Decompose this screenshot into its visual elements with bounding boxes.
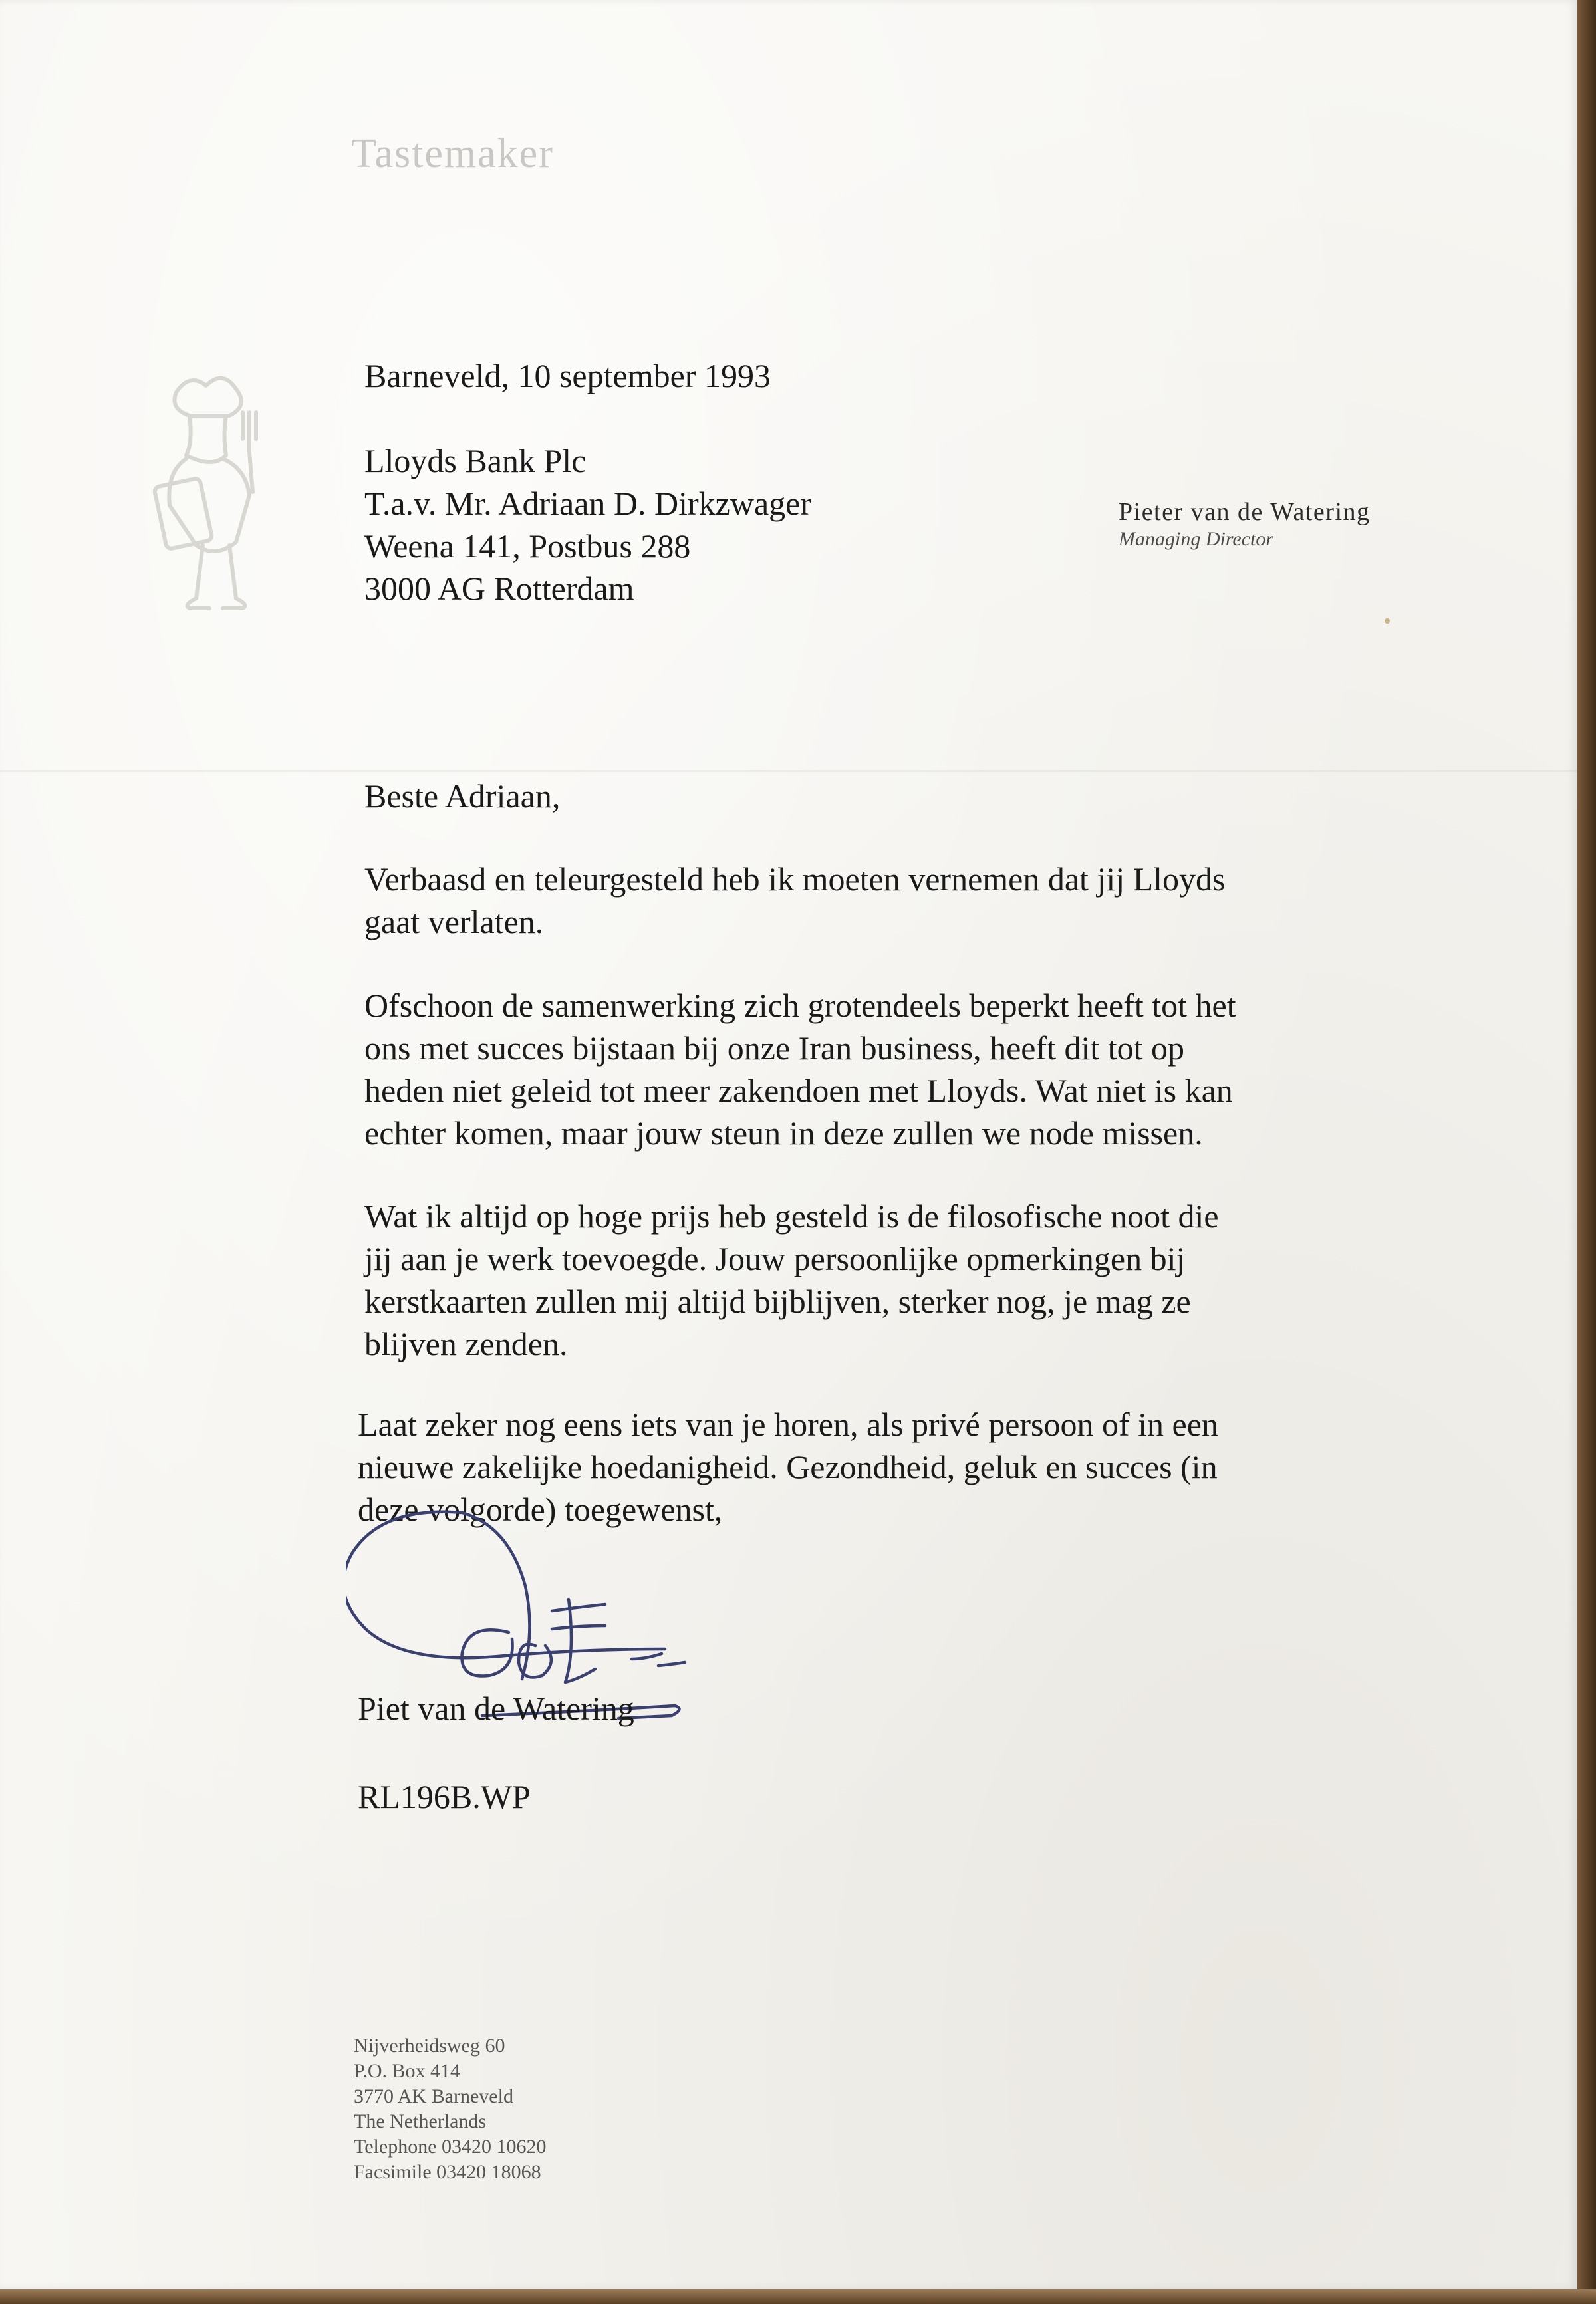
paragraph-1 — [364, 858, 1226, 943]
paragraph-line: blijven zenden. — [364, 1325, 568, 1362]
embossed-chef-icon — [150, 366, 289, 618]
paragraph-line: Laat zeker nog eens iets van je horen, als privé persoon of in een — [358, 1406, 1218, 1443]
place-date: Barneveld, 10 september 1993 — [364, 357, 771, 394]
letterhead-sender-name: Pieter van de Watering — [1119, 498, 1371, 526]
letterhead-sender-title: Managing Director — [1119, 528, 1274, 550]
background-edge — [1577, 0, 1596, 2304]
recipient-address — [364, 440, 811, 610]
recipient-line: Weena 141, Postbus 288 — [364, 527, 691, 565]
paragraph-line: echter komen, maar jouw steun in deze zullen we node missen. — [364, 1114, 1203, 1152]
paragraph-2 — [364, 984, 1236, 1154]
paragraph-line: nieuwe zakelijke hoedanigheid. Gezondheid, geluk en succes (in — [358, 1448, 1218, 1485]
paragraph-line: Ofschoon de samenwerking zich grotendeels beperkt heeft tot het — [364, 987, 1236, 1024]
paper-fold-line — [0, 770, 1577, 772]
recipient-line: T.a.v. Mr. Adriaan D. Dirkzwager — [364, 485, 811, 522]
paragraph-line: jij aan je werk toevoegde. Jouw persoonlijke opmerkingen bij — [364, 1240, 1186, 1277]
footer-line: 3770 AK Barneveld — [354, 2085, 513, 2107]
footer-line: Telephone 03420 10620 — [354, 2136, 547, 2158]
background-bottom-edge — [0, 2289, 1596, 2304]
footer-line: P.O. Box 414 — [354, 2060, 461, 2082]
paragraph-line: heden niet geleid tot meer zakendoen met Lloyds. Wat niet is kan — [364, 1072, 1233, 1109]
signatory-name: Piet van de Watering — [358, 1690, 634, 1727]
footer-line: Facsimile 03420 18068 — [354, 2161, 541, 2183]
paragraph-line: Wat ik altijd op hoge prijs heb gesteld is de filosofische noot die — [364, 1198, 1219, 1235]
document-reference: RL196B.WP — [358, 1778, 531, 1815]
footer-address — [354, 2033, 547, 2185]
footer-line: The Netherlands — [354, 2111, 487, 2132]
recipient-line: 3000 AG Rotterdam — [364, 570, 634, 607]
paper-speck — [1385, 618, 1390, 624]
paragraph-line: ons met succes bijstaan bij onze Iran business, heeft dit tot op — [364, 1029, 1185, 1067]
paragraph-line: Verbaasd en teleurgesteld heb ik moeten vernemen dat jij Lloyds — [364, 860, 1226, 898]
embossed-brand-logo: Tastemaker — [351, 131, 554, 176]
paragraph-line: kerstkaarten zullen mij altijd bijblijven, sterker nog, je mag ze — [364, 1283, 1191, 1320]
paragraph-line: deze volgorde) toegewenst, — [358, 1491, 723, 1528]
recipient-line: Lloyds Bank Plc — [364, 442, 587, 479]
salutation: Beste Adriaan, — [364, 777, 561, 815]
paragraph-3 — [364, 1195, 1219, 1365]
paragraph-line: gaat verlaten. — [364, 903, 544, 940]
footer-line: Nijverheidsweg 60 — [354, 2035, 505, 2057]
